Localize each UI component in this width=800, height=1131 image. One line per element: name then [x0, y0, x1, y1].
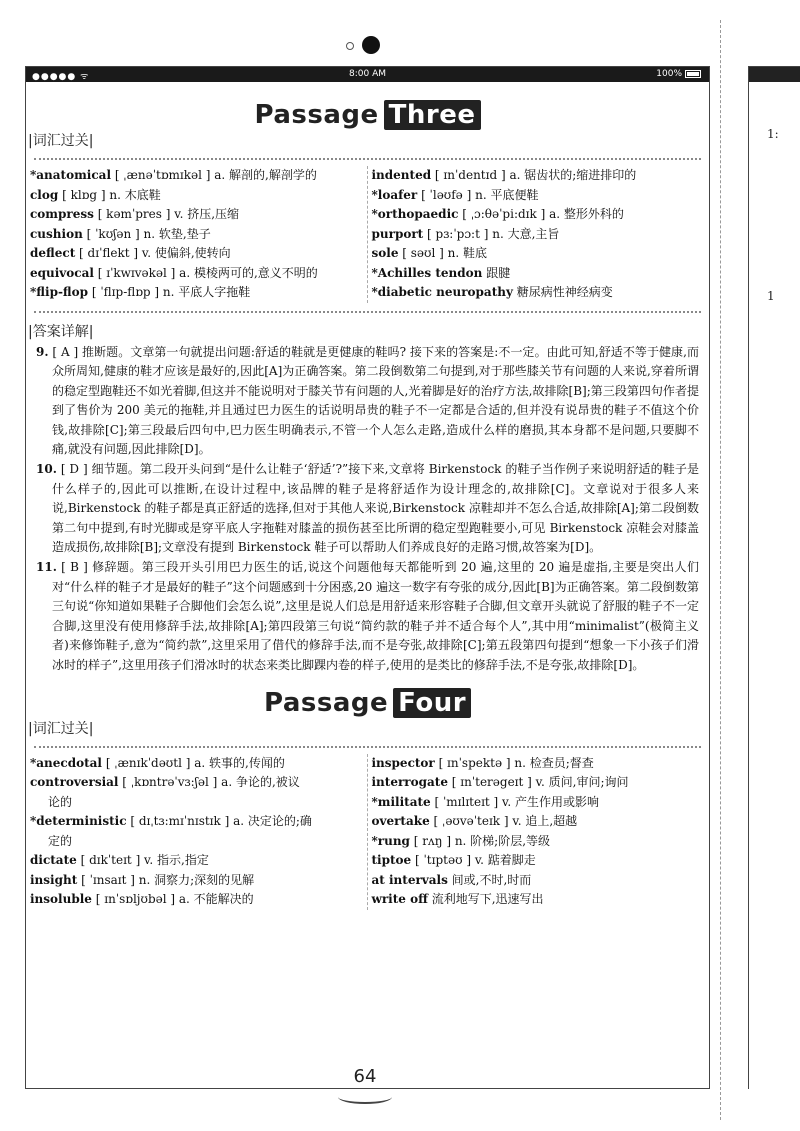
page-fold-line: [720, 20, 722, 1120]
question-number: 11.: [36, 560, 57, 575]
vocab-word: insight: [30, 872, 78, 887]
vocab-definition: 跟腱: [482, 265, 511, 280]
vocab-word: sole: [371, 246, 399, 260]
vocab-definition: [ ˈmɪlɪteɪt ] v. 产生作用或影响: [430, 794, 600, 809]
next-page-status-bar: [749, 67, 800, 82]
battery-indicator: [656, 69, 701, 79]
vocab-entry: [371, 773, 700, 793]
vocab-word: at intervals: [371, 872, 448, 887]
answer-item: [36, 558, 699, 676]
vocab-word: cushion: [30, 226, 83, 241]
tablet-screen: [25, 66, 710, 1089]
vocab-definition: 流利地写下,迅速写出: [427, 892, 544, 907]
vocab-heading: |词汇过关|: [28, 133, 94, 149]
front-camera: [346, 36, 386, 56]
vocab-word: anecdotal: [36, 755, 102, 770]
vocab-definition: [ klɒg ] n. 木底鞋: [58, 187, 161, 202]
question-number: 10.: [36, 462, 57, 477]
vocab-entry: [371, 225, 700, 245]
vocab-entry: [30, 812, 359, 832]
vocab-column-left: [30, 166, 368, 303]
vocab-word: militate: [377, 794, 431, 809]
answer-item: [36, 343, 699, 461]
vocab-word: compress: [30, 207, 94, 221]
vocab-entry: [30, 264, 359, 284]
vocab-column-right: [368, 166, 700, 303]
vocab-definition: [ ˌɔ:θəˈpi:dɪk ] a. 整形外科的: [458, 207, 624, 221]
vocab-word: Achilles tendon: [377, 265, 483, 280]
key-word-marker: *: [371, 265, 378, 280]
vocab-word: write off: [371, 892, 428, 907]
key-word-marker: *: [371, 794, 378, 809]
vocab-word: dictate: [30, 853, 77, 868]
signal-wifi-icon: ●●●●● ᯤ: [32, 72, 90, 82]
vocab-word: deflect: [30, 246, 76, 260]
vocab-word: loafer: [377, 187, 418, 202]
vocab-entry: [371, 754, 700, 774]
vocab-entry: [371, 166, 700, 186]
vocab-word: purport: [371, 226, 424, 241]
vocab-word: diabetic neuropathy: [377, 285, 513, 299]
vocab-entry: [30, 205, 359, 225]
vocab-definition: [ ˈflɪp-flɒp ] n. 平底人字拖鞋: [88, 285, 251, 299]
vocab-definition: [ ɪnˈspektə ] n. 检查员;督查: [434, 755, 594, 770]
vocab-definition: [ ɪnˈdentɪd ] a. 锯齿状的;缩进排印的: [431, 168, 637, 182]
vocab-word: interrogate: [371, 775, 448, 790]
sensor-icon: [346, 42, 354, 50]
vocab-entry: [30, 283, 359, 303]
vocab-entry: [30, 871, 359, 891]
vocab-definition: 糖尿病性神经病变: [512, 285, 613, 299]
vocab-entry: [30, 186, 359, 206]
passage-word: Passage: [263, 687, 389, 718]
vocab-word: rung: [377, 833, 410, 848]
passage-four-title: [26, 688, 709, 718]
vocab-word: orthopaedic: [377, 207, 459, 221]
vocab-entry: [371, 283, 700, 303]
vocab-definition: [ rʌŋ ] n. 阶梯;阶层,等级: [409, 833, 551, 848]
vocab-definition-continued: 定的: [48, 833, 73, 848]
answer-text: [ A ] 推断题。文章第一句就提出问题:舒适的鞋就是更健康的鞋吗? 接下来的答案是:不一定。由此可知,舒适不等于健康,而众所周知,健康的鞋才应该是最好的,因此[A]为正确答案。第二段倒数第二句提到,对于那些膝关节有问题的人来说,穿着所谓的稳定型跑鞋还不如光着脚,但这并不能说明对于膝关节有问题的人,光着脚是好的治疗方法,故排除[B];第三段第四句作者提到了售价为 200 美元的拖鞋,并且通过巴力医生的话说明昂贵的鞋子不一定都是合适的,但并没有说昂贵的鞋子不值这个价钱,故排除[C];第三段最后四句中,巴力医生明确表示,不管一个人怎么走路,造成什么样的磨损,其本身都不是问题,只要脚不痛,就没有问题,因此排除[D]。: [48, 344, 699, 457]
passage-number: Three: [384, 100, 481, 130]
vocab-entry: [30, 773, 359, 793]
vocab-definition: [ ɪˈkwɪvəkəl ] a. 模棱两可的,意义不明的: [93, 265, 318, 280]
vocab-definition: [ ˈɪnsaɪt ] n. 洞察力;深刻的见解: [77, 872, 255, 887]
page-number: 64: [353, 1066, 377, 1087]
vocab-definition-continued: 论的: [48, 794, 73, 809]
passage-number: Four: [393, 688, 471, 718]
vocab-definition: [ ˌænɪkˈdəʊtl ] a. 轶事的,传闻的: [102, 755, 285, 770]
divider: [34, 307, 701, 313]
answers-heading: |答案详解|: [28, 323, 94, 340]
key-word-marker: *: [30, 755, 37, 770]
next-page-mark: 1:: [767, 127, 779, 141]
vocab-word: anatomical: [36, 168, 111, 182]
vocab-entry: [30, 890, 359, 910]
vocab-definition: [ pɜ:ˈpɔ:t ] n. 大意,主旨: [423, 226, 560, 241]
vocab-entry: [371, 264, 700, 284]
vocab-entry: [30, 166, 359, 186]
answer-text: [ B ] 修辞题。第三段开头引用巴力医生的话,说这个问题他每天都能听到 20 遍,这里的 20 遍是虚指,主要是突出人们对“什么样的鞋子才是最好的鞋子”这个问题感到十分困惑,20 遍这一数字有夸张的成分,因此[B]为正确答案。第二段倒数第三句说“你知道如果鞋子合脚他们会怎么说”,这里是说人们总是用舒适来形容鞋子合脚,但文章开头就说了舒服的鞋子不一定合脚,这里没有使用修辞手法,故排除[A];第四段第三句说“简约款的鞋子并不适合每个人”,其中用“minimalist”(极简主义者)来修饰鞋子,意为“简约款”,这里采用了借代的修辞手法,而不是夸张,故排除[C];第五段第四句提到“想象一下小孩子们滑冰时的样子”,这里用孩子们滑冰时的状态来类比脚踝内卷的样子,使用的是类比的修辞手法,不是夸张,故排除[D]。: [52, 560, 699, 672]
vocab-entry: [371, 812, 700, 832]
key-word-marker: *: [30, 285, 37, 299]
status-bar: [26, 67, 709, 82]
battery-icon: [685, 70, 701, 78]
vocab-word: indented: [371, 168, 432, 182]
vocab-word: clog: [30, 187, 59, 202]
next-page-mark: 1: [767, 289, 775, 303]
vocab-word: controversial: [30, 775, 119, 790]
key-word-marker: *: [371, 833, 378, 848]
camera-lens-icon: [362, 36, 380, 54]
page-number-ornament: [338, 1090, 392, 1104]
vocab-definition: [ ˌænəˈtɒmɪkəl ] a. 解剖的,解剖学的: [111, 168, 317, 182]
vocab-word: insoluble: [30, 892, 92, 907]
vocab-word: equivocal: [30, 265, 94, 280]
answer-explanations: [26, 341, 709, 676]
key-word-marker: *: [371, 285, 378, 299]
vocab-word: overtake: [371, 814, 430, 829]
vocab-entry: [30, 225, 359, 245]
vocab-entry: [371, 890, 700, 910]
battery-percent: 100%: [656, 69, 682, 79]
vocab-entry: [30, 754, 359, 774]
vocab-entry: [371, 186, 700, 206]
vocab-definition: 间或,不时,时而: [447, 872, 532, 887]
key-word-marker: *: [30, 168, 37, 182]
answer-item: [36, 460, 699, 558]
key-word-marker: *: [30, 814, 37, 829]
question-number: 9.: [36, 344, 49, 359]
vocab-entry: [30, 851, 359, 871]
vocab-column-right: [368, 754, 700, 910]
status-time: 8:00 AM: [349, 69, 386, 79]
vocab-definition: [ ɪnˈterəgeɪt ] v. 质问,审问;询问: [447, 775, 629, 790]
vocab-entry: [30, 244, 359, 264]
vocab-list-passage-four: [26, 748, 709, 910]
vocab-entry: [371, 205, 700, 225]
vocab-entry: [371, 244, 700, 264]
vocab-definition: [ ˌkɒntrəˈvɜ:ʃəl ] a. 争论的,被议: [118, 775, 300, 790]
vocab-definition: [ kəmˈpres ] v. 挤压,压缩: [93, 207, 240, 221]
vocab-entry: [371, 832, 700, 852]
vocab-entry: [371, 871, 700, 891]
key-word-marker: *: [371, 187, 378, 202]
answer-text: [ D ] 细节题。第二段开头问到“是什么让鞋子‘舒适’?”接下来,文章将 Birkenstock 的鞋子当作例子来说明舒适的鞋子是什么样子的,因此可以推断,在设计过程中,该品牌的鞋子是将舒适作为设计理念的,故排除[C]。文章说对于很多人来说,Birkenstock 的鞋子都是真正舒适的选择,但对于其他人来说,Birkenstock 凉鞋却并不怎么合适,故排除[A];第二段倒数第二句中提到,有时光脚或是穿平底人字拖鞋对膝盖的损伤甚至比所谓的稳定型跑鞋要小,可见 Birkenstock 凉鞋会对膝盖造成损伤,故排除[B];文章没有提到 Birkenstock 鞋子可以帮助人们养成良好的走路习惯,故答案为[D]。: [52, 462, 699, 555]
vocab-word: deterministic: [36, 814, 127, 829]
vocab-definition: [ dɪˈflekt ] v. 使偏斜,使转向: [75, 246, 231, 260]
vocab-entry: [371, 851, 700, 871]
vocab-list-passage-three: [26, 160, 709, 303]
vocab-word: tiptoe: [371, 853, 412, 868]
vocab-entry: [371, 793, 700, 813]
next-page-edge: [748, 66, 800, 1089]
key-word-marker: *: [371, 207, 378, 221]
vocab-definition: [ səʊl ] n. 鞋底: [398, 246, 487, 260]
passage-three-title: [26, 100, 709, 130]
vocab-definition: [ ˌəʊvəˈteɪk ] v. 追上,超越: [429, 814, 578, 829]
vocab-column-left: [30, 754, 368, 910]
vocab-definition: [ ɪnˈsɒljʊbəl ] a. 不能解决的: [91, 892, 254, 907]
vocab-definition: [ ˈtɪptəʊ ] v. 踮着脚走: [411, 853, 536, 868]
vocab-word: flip-flop: [36, 285, 89, 299]
vocab-definition: [ ˈləʊfə ] n. 平底便鞋: [417, 187, 539, 202]
vocab-definition: [ ˈkʊʃən ] n. 软垫,垫子: [82, 226, 211, 241]
passage-word: Passage: [254, 100, 379, 130]
vocab-definition: [ dɪˌtɜ:mɪˈnɪstɪk ] a. 决定论的;确: [126, 814, 312, 829]
vocab-definition: [ dɪkˈteɪt ] v. 指示,指定: [76, 853, 209, 868]
vocab-heading: |词汇过关|: [28, 720, 94, 737]
vocab-word: inspector: [371, 755, 435, 770]
